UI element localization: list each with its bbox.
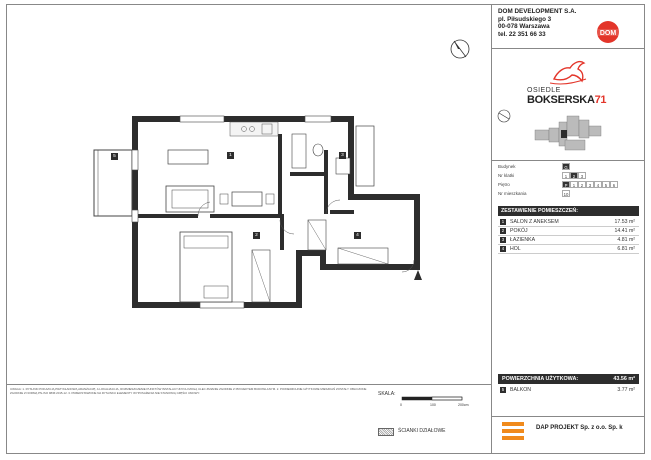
company-phone: tel. 22 351 66 33 (498, 30, 546, 38)
room-row (498, 245, 639, 254)
info-cell: 2 (578, 181, 586, 188)
info-cell: 3 (578, 172, 586, 179)
plan-room-label: 3 (339, 152, 346, 159)
legend-walls-swatch (378, 428, 394, 436)
dap-logo-icon (498, 419, 528, 443)
room-area: 6.81 m² (617, 246, 635, 252)
company-city: 00-078 Warszawa (498, 23, 550, 31)
room-name: ŁAZIENKA (510, 237, 536, 243)
company-address (498, 8, 576, 38)
plan-room-label: 1 (227, 152, 234, 159)
balcony-number: 5 (501, 387, 505, 392)
info-cell: 2 (570, 172, 578, 179)
legend-walls-label: ŚCIANKI DZIAŁOWE (398, 428, 446, 434)
north-arrow-small-icon (496, 108, 512, 124)
divider-notes (6, 384, 491, 385)
room-row (498, 218, 639, 227)
estate-name-text: BOKSERSKA (527, 94, 595, 106)
total-area-label: POWIERZCHNIA UŻYTKOWA: (502, 376, 579, 382)
info-cell: 5 (602, 181, 610, 188)
info-cell: 6 (610, 181, 618, 188)
scale-tick: 100 (430, 403, 436, 407)
room-name: SALON Z ANEKSEM (510, 219, 559, 225)
room-number: 3 (501, 237, 505, 242)
estate-name-top: OSIEDLE (527, 87, 561, 94)
rooms-header: ZESTAWIENIE POMIESZCZEŃ: (498, 206, 639, 216)
total-area-value: 43.56 m² (613, 376, 635, 382)
info-cell: 3 (586, 181, 594, 188)
scale-label: SKALA: (378, 391, 396, 397)
balcony-area: 3.77 m² (617, 387, 635, 393)
dom-logo (591, 20, 625, 44)
room-row (498, 227, 639, 236)
divider-header (491, 48, 645, 49)
notes-text: UWAGA: 1. RYSUNKI POKAZUJĄ PRZYKŁADOWĄ ARANŻACJĘ, A LOKALIZACJA, ROZMIESZCZENIE PUNKTÓW INSTALACYJNYCH MOGĄ ULEC ZMIANIE ZGODNIE Z PROJEKTEM BUDOWLANYM. 2. POWIERZCHNIE UŻYTKOWE MIESZKAŃ ZOSTAŁY OBLICZONE ZGODNIE Z NORMĄ PN-ISO 9836:2015-12. 3. PRZEDSTAWIONE NA RYSUNKU ELEMENTY WYPOSAŻENIA NIE STANOWIĄ CZĘŚCI UMOWY. (10, 387, 367, 395)
room-name: HOL (510, 246, 521, 252)
info-cell: P (562, 181, 570, 188)
estate-name-main (527, 94, 606, 106)
balcony-row (498, 386, 639, 395)
info-label: Nr klatki (498, 173, 515, 178)
info-cell: 1 (570, 181, 578, 188)
scale-tick: 0 (400, 403, 402, 407)
room-area: 17.53 m² (614, 219, 635, 225)
info-row-apartment (498, 190, 638, 198)
info-row-staircase (498, 172, 638, 180)
info-label: Piętro (498, 182, 510, 187)
key-plan (525, 110, 615, 160)
company-street: pl. Piłsudskiego 3 (498, 15, 552, 23)
info-cell: 1 (562, 172, 570, 179)
divider-info (491, 160, 645, 161)
dom-logo-text: DOM (599, 30, 617, 37)
info-row-building (498, 163, 638, 171)
room-name: POKÓJ (510, 228, 528, 234)
divider-footer (491, 416, 645, 417)
scale-tick: 200cm (458, 403, 469, 407)
info-cell: G (562, 163, 570, 170)
horse-logo-icon (548, 57, 590, 87)
balcony-name: BALKON (510, 387, 532, 393)
room-area: 14.41 m² (614, 228, 635, 234)
info-row-floor (498, 181, 638, 189)
plan-room-label: 2 (253, 232, 260, 239)
info-label: Nr mieszkania (498, 191, 527, 196)
room-area: 4.81 m² (617, 237, 635, 243)
room-number: 1 (501, 219, 505, 224)
plan-room-label: 4 (354, 232, 361, 239)
info-cell: 4 (594, 181, 602, 188)
divider-vertical (491, 4, 492, 454)
north-arrow-icon (448, 37, 472, 61)
total-area (498, 374, 639, 384)
floor-plan (80, 110, 460, 310)
room-row (498, 236, 639, 245)
info-cell: 10 (563, 192, 569, 197)
company-name: DOM DEVELOPMENT S.A. (498, 8, 577, 15)
designer-name: DAP PROJEKT Sp. z o.o. Sp. k (536, 425, 623, 431)
room-number: 4 (501, 246, 505, 251)
info-label: Budynek (498, 164, 516, 169)
estate-name-number: 71 (594, 94, 607, 106)
room-number: 2 (501, 228, 505, 233)
plan-room-label: 5 (111, 153, 118, 160)
